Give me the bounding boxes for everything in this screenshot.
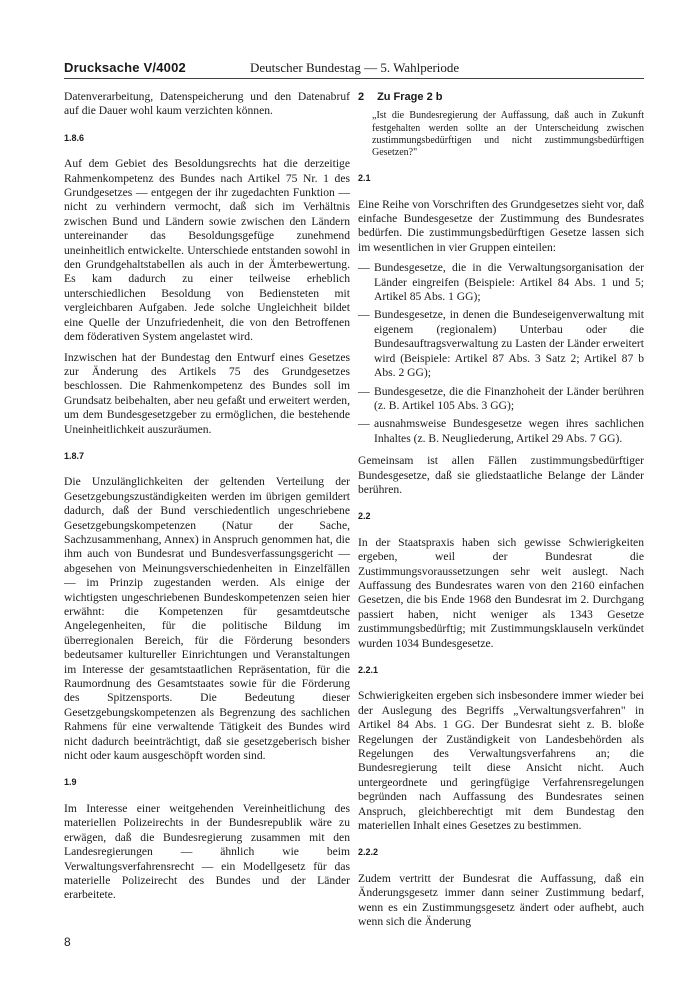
list-item: — ausnahmsweise Bundesgesetze wegen ihres sachlichen Inhaltes (z. B. Neugliederung, Artikel 29 Abs. 7 GG). xyxy=(358,417,644,446)
section-number: 1.8.7 xyxy=(64,450,85,461)
left-column xyxy=(64,90,350,909)
section-headline xyxy=(358,90,644,104)
quoted-question: „Ist die Bundesregierung der Auffassung, daß auch in Zukunft festgehalten werden sollte an der Unterscheidung zwischen zustimmungsbedürftigen und nicht zustimmungsbedürftigen Gesetzen?" xyxy=(372,110,644,159)
section-number: 2.2.1 xyxy=(358,665,379,675)
section-number: 2.1 xyxy=(358,173,371,184)
paragraph: Gemeinsam ist allen Fällen zustimmungsbedürftiger Bundesgesetze, daß sie gliedstaatliche Belange der Länder berühren. xyxy=(358,454,644,496)
list-item: — Bundesgesetze, in denen die Bundeseigenverwaltung mit eigenem (regionalem) Unterbau oder die Bundesauftragsverwaltung zu Lasten der Länder erweitert wird (Beispiele: Artikel 87 Abs. 3 Satz 2; Artikel 87 b Abs. 2 GG); xyxy=(358,308,644,380)
list-item: — Bundesgesetze, die die Finanzhoheit der Länder berühren (z. B. Artikel 105 Abs. 3 GG); xyxy=(358,385,644,414)
page-number: 8 xyxy=(64,935,71,949)
paragraph: In der Staatspraxis haben sich gewisse Schwierigkeiten ergeben, weil der Bundesrat die Zustimmungsvoraussetzungen sehr weit auslegt. Nach Auffassung des Bundesrates waren von den 2160 einfachen Gesetzen, die bis Ende 1968 den Bundesrat im 2. Durchgang passiert haben, nicht weniger als 1343 Gesetze zustimmungsbedürftig; mit Zustimmungsklauseln verkündet wurden 1034 Bundesgesetze. xyxy=(358,535,644,650)
paragraph: Die Unzulänglichkeiten der geltenden Verteilung der Gesetzgebungszuständigkeiten werden im übrigen gemildert dadurch, daß der Bund verschiedentlich ungeschriebene Gesetzgebungskompetenzen (Natur der Sache, Sachzusammenhang, Annex) in Anspruch genommen hat, die ihm auch von Bundesrat und Bundesverfassungsgericht — abgesehen von Meinungsverschiedenheiten in Einzelfällen — im Prinzip zugestanden werden. Als einige der wichtigsten ungeschriebenen Bundeskompetenzen seien hier erwähnt: die Kompetenzen für gesamtdeutsche Angelegenheiten, für die politische Bildung im überregionalen Bereich, für die Förderung besonders bedeutsamer kultureller Einrichtungen und Veranstaltungen im Interesse der gesamtstaatlichen Repräsentation, für die Raumordnung des Gesamtstaates sowie für die Förderung des Spitzensports. Die Bedeutung dieser Gesetzgebungskompetenzen als Begrenzung des sachlichen Rahmens für eine verwaltende Tätigkeit des Bundes wird nicht dadurch beeinträchtigt, daß sie gesetzgeberisch bisher nicht oder kaum ausgeschöpft worden sind. xyxy=(64,475,350,763)
list-item: — Bundesgesetze, die in die Verwaltungsorganisation der Länder eingreifen (Beispiele: Artikel 84 Abs. 1 und 5; Artikel 85 Abs. 1 GG); xyxy=(358,261,644,304)
paragraph: Inzwischen hat der Bundestag den Entwurf eines Gesetzes zur Änderung des Artikels 75 des Grundgesetzes beschlossen. Die Rahmenkompetenz des Bundes soll im Grundsatz beibehalten, aber neu gefaßt und erweitert werden, um dem Bundesgesetzgeber zu ermöglichen, die bestehende Uneinheitlichkeit auszuräumen. xyxy=(64,350,350,436)
paragraph: Schwierigkeiten ergeben sich insbesondere immer wieder bei der Auslegung des Begriffs „Verwaltungsverfahren" in Artikel 84 Abs. 1 GG. Der Bundesrat sieht z. B. bloße Regelungen der Zuständigkeit von Landesbehörden als Regelungen des Verwaltungsverfahrens an; die Bundesregierung teilt diese Ansicht nicht. Auch untergeordnete und geringfügige Verfahrensregelungen begründen nach Auffassung des Bundesrates seinen Anspruch, gleichberechtigt mit dem Bundestag den materiellen Inhalt eines Gesetzes zu bestimmen. xyxy=(358,689,644,833)
page-header xyxy=(64,58,644,79)
section-number: 2.2.2 xyxy=(358,847,379,858)
document-number: Drucksache V/4002 xyxy=(64,60,186,75)
intro-paragraph: Datenverarbeitung, Datenspeicherung und den Datenabruf auf die Dauer wohl kaum verzichten können. xyxy=(64,90,350,118)
section-number: 1.8.6 xyxy=(64,132,85,143)
paragraph: Zudem vertritt der Bundesrat die Auffassung, daß ein Änderungsgesetz immer dann seiner Zustimmung bedarf, wenn es ein Zustimmungsgesetz ändert oder aufhebt, auch wenn sich die Änderung xyxy=(358,871,644,929)
section-number: 2.2 xyxy=(358,511,371,522)
right-column xyxy=(358,90,644,936)
section-number: 1.9 xyxy=(64,777,77,788)
dash-list xyxy=(358,261,644,446)
headline-title: Zu Frage 2 b xyxy=(377,91,443,103)
paragraph: Eine Reihe von Vorschriften des Grundgesetzes sieht vor, daß einfache Bundesgesetze der Zustimmung des Bundesrates bedürfen. Die zustimmungsbedürftigen Gesetze lassen sich im wesentlichen in vier Gruppen einteilen: xyxy=(358,197,644,254)
paragraph: Auf dem Gebiet des Besoldungsrechts hat die derzeitige Rahmenkompetenz des Bundes nach Artikel 75 Nr. 1 des Grundgesetzes — entgegen der ihr zugedachten Funktion — nicht zu verhindern vermocht, daß sich im Verhältnis zwischen Bund und Ländern sowie zwischen den Ländern untereinander das Besoldungsgefüge zunehmend uneinheitlich entwickelte. Unterschiede entstanden sowohl in den Grundgehaltstabellen als auch in der Ämterbewertung. Es kam dadurch zu einer teilweise erheblich unterschiedlichen Besoldung von Bediensteten mit vergleichbaren Aufgaben. Jede solche Ungleichheit bildet eine Quelle der Unzufriedenheit, die von den Betroffenen dem föderativen System angelastet wird. xyxy=(64,157,350,344)
headline-number: 2 xyxy=(358,91,365,103)
paragraph: Im Interesse einer weitgehenden Vereinheitlichung des materiellen Polizeirechts in der Bundesrepublik wäre zu erwägen, daß die Bundesregierung zusammen mit den Landesregierungen — ähnlich wie beim Verwaltungsverfahrensrecht — ein Modellgesetz für das materielle Polizeirecht des Bundes und der Länder erarbeitete. xyxy=(64,801,350,902)
header-title: Deutscher Bundestag — 5. Wahlperiode xyxy=(250,60,460,75)
